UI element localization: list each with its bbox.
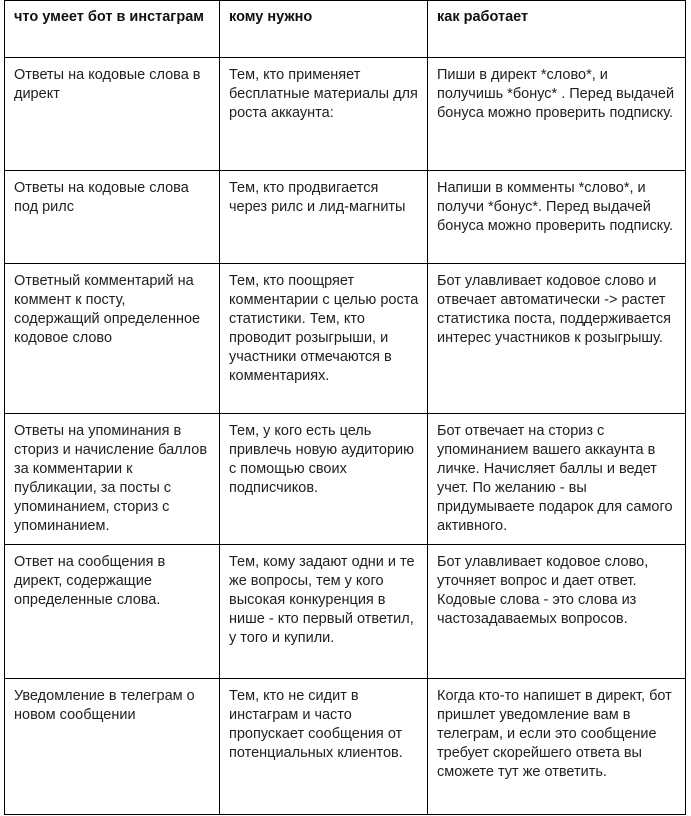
cell-audience-text: Тем, кто продвигается через рилс и лид-магниты — [229, 180, 406, 215]
table-header — [5, 1, 686, 58]
header-audience — [220, 1, 428, 58]
header-audience-text: кому нужно — [229, 9, 313, 25]
cell-audience — [220, 545, 428, 679]
cell-audience — [220, 264, 428, 414]
cell-audience-text: Тем, кто не сидит в инстаграм и часто пропускает сообщения от потенциальных клиентов. — [229, 688, 403, 761]
cell-audience — [220, 679, 428, 815]
cell-feature-text: Ответы на упоминания в сториз и начисление баллов за комментарии к публикации, за посты с упоминанием, сториз с упоминанием. — [14, 423, 208, 534]
cell-feature — [5, 171, 220, 264]
cell-feature — [5, 545, 220, 679]
bot-features-table — [4, 0, 686, 815]
cell-feature-text: Ответ на сообщения в директ, содержащие определенные слова. — [14, 554, 166, 608]
cell-how — [428, 679, 686, 815]
cell-feature-text: Ответы на кодовые слова под рилс — [14, 180, 189, 215]
cell-audience-text: Тем, кто применяет бесплатные материалы для роста аккаунта: — [229, 67, 418, 121]
table-row — [5, 264, 686, 414]
cell-how-text: Бот отвечает на сториз с упоминанием вашего аккаунта в личке. Начисляет баллы и ведет учет. По желанию - вы придумываете подарок для самого активного. — [437, 423, 673, 534]
header-how — [428, 1, 686, 58]
cell-how — [428, 545, 686, 679]
cell-how — [428, 414, 686, 545]
cell-feature-text: Ответный комментарий на коммент к посту, содержащий определенное кодовое слово — [14, 273, 201, 346]
cell-how-text: Бот улавливает кодовое слово и отвечает автоматически -> растет статистика поста, поддерживается интерес участников к розыгрышу. — [437, 273, 671, 346]
table-body — [5, 58, 686, 815]
table-row — [5, 58, 686, 171]
header-feature — [5, 1, 220, 58]
table-row — [5, 414, 686, 545]
table-row — [5, 545, 686, 679]
cell-how — [428, 264, 686, 414]
cell-how — [428, 171, 686, 264]
cell-feature — [5, 58, 220, 171]
cell-how-text: Напиши в комменты *слово*, и получи *бонус*. Перед выдачей бонуса можно проверить подписку. — [437, 180, 674, 234]
cell-how-text: Пиши в директ *слово*, и получишь *бонус* . Перед выдачей бонуса можно проверить подписку. — [437, 67, 675, 121]
cell-how-text: Бот улавливает кодовое слово, уточняет вопрос и дает ответ. Кодовые слова - это слова из частозадаваемых вопросов. — [437, 554, 649, 627]
cell-audience-text: Тем, кому задают одни и те же вопросы, тем у кого высокая конкуренция в нише - кто первый ответил, у того и купили. — [229, 554, 415, 646]
cell-audience — [220, 171, 428, 264]
cell-audience — [220, 414, 428, 545]
cell-feature-text: Уведомление в телеграм о новом сообщении — [14, 688, 195, 723]
cell-feature — [5, 679, 220, 815]
cell-how — [428, 58, 686, 171]
header-feature-text: что умеет бот в инстаграм — [14, 9, 204, 25]
table-row — [5, 171, 686, 264]
cell-feature — [5, 264, 220, 414]
cell-feature-text: Ответы на кодовые слова в директ — [14, 67, 201, 102]
table-row — [5, 679, 686, 815]
cell-audience-text: Тем, кто поощряет комментарии с целью роста статистики. Тем, кто проводит розыгрыши, и участники отмечаются в комментариях. — [229, 273, 419, 384]
header-row — [5, 1, 686, 58]
header-how-text: как работает — [437, 9, 529, 25]
cell-audience — [220, 58, 428, 171]
cell-how-text: Когда кто-то напишет в директ, бот пришлет уведомление вам в телеграм, и если это сообщение требует скорейшего ответа вы сможете тут же ответить. — [437, 688, 672, 780]
cell-feature — [5, 414, 220, 545]
cell-audience-text: Тем, у кого есть цель привлечь новую аудиторию с помощью своих подписчиков. — [229, 423, 414, 496]
